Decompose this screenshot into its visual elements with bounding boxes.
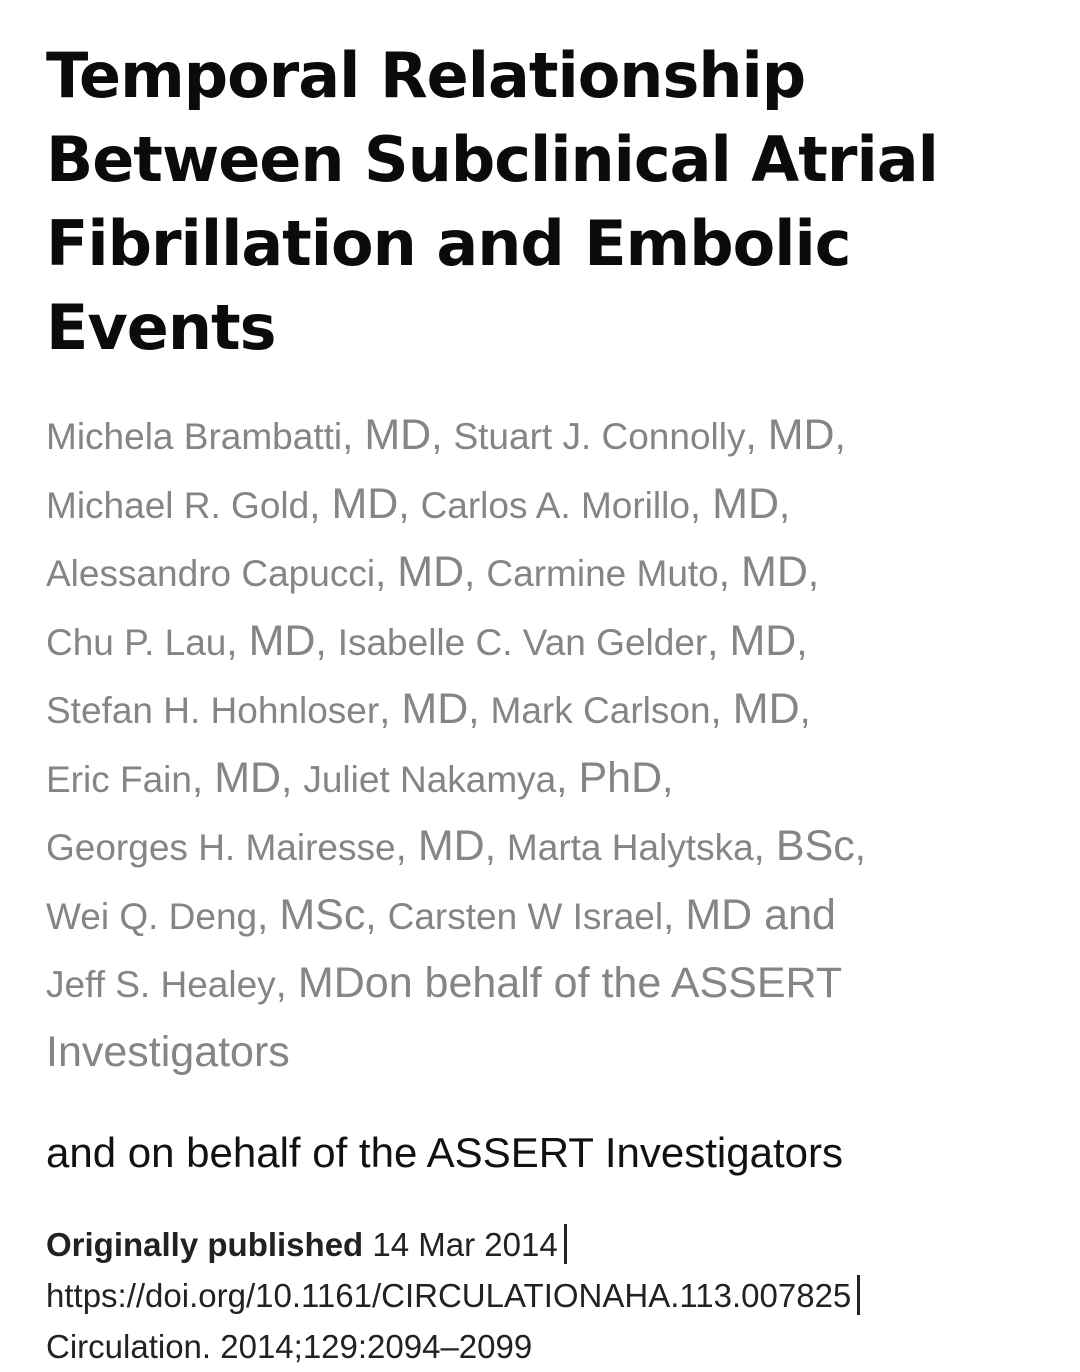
author[interactable]: Stuart J. Connolly, MD: [453, 411, 835, 459]
citation: Circulation. 2014;129:2094–2099: [46, 1328, 533, 1365]
author-separator: and: [752, 890, 836, 939]
on-behalf-note: and on behalf of the ASSERT Investigators: [46, 1129, 843, 1176]
publication-info: [46, 1219, 1006, 1372]
author-separator: ,: [834, 414, 846, 458]
author-name: Wei Q. Deng: [46, 895, 258, 937]
author-separator: ,: [468, 688, 491, 732]
author-name: Eric Fain: [46, 758, 192, 800]
author-name: Georges H. Mairesse: [46, 827, 396, 868]
author-name: Michela Brambatti: [46, 416, 343, 457]
author-name: Stefan H. Hohnloser: [46, 690, 380, 731]
author[interactable]: Georges H. Mairesse, MD: [46, 822, 485, 870]
author-name: Chu P. Lau: [46, 621, 227, 663]
author-separator: ,: [484, 825, 507, 869]
author-name: Jeff S. Healey: [46, 964, 276, 1005]
author-separator: ,: [662, 756, 674, 801]
author-degree: MD: [417, 822, 485, 870]
author[interactable]: Eric Fain, MD: [46, 753, 282, 802]
author[interactable]: Stefan H. Hohnloser, MD: [46, 685, 469, 733]
author-separator: ,: [854, 825, 866, 869]
author-degree: MD: [685, 890, 753, 939]
separator-bar: [857, 1275, 860, 1315]
author-degree: MD: [712, 479, 780, 528]
author[interactable]: Mark Carlson, MD: [490, 685, 800, 733]
author-degree: MD: [331, 479, 399, 528]
author-separator: ,: [799, 688, 811, 732]
author-name: Juliet Nakamya: [303, 758, 557, 800]
author-name: Marta Halytska: [506, 827, 754, 868]
author[interactable]: Carsten W Israel, MD: [387, 890, 753, 939]
author-degree: MD: [729, 616, 797, 665]
author-separator: ,: [796, 619, 808, 664]
authors-group-note: on behalf of the ASSERT Investigators: [46, 959, 842, 1076]
author[interactable]: Michael R. Gold, MD: [46, 479, 399, 528]
author-degree: MD: [732, 685, 800, 733]
author-list: [46, 402, 1006, 1087]
author[interactable]: Chu P. Lau, MD: [46, 616, 316, 665]
published-date: 14 Mar 2014: [372, 1226, 558, 1263]
author[interactable]: Marta Halytska, BSc: [506, 822, 855, 870]
author-degree: MD: [248, 616, 316, 665]
article-title: Temporal Relationship Between Subclinical Atrial Fibrillation and Embolic Events: [46, 39, 938, 364]
author-name: Carmine Muto: [486, 553, 719, 594]
article-header: [46, 34, 1006, 1372]
author-name: Michael R. Gold: [46, 484, 310, 526]
author-name: Stuart J. Connolly: [453, 416, 746, 457]
author-separator: ,: [365, 893, 388, 938]
author[interactable]: Alessandro Capucci, MD: [46, 548, 465, 596]
author-degree: MD: [741, 548, 808, 596]
author[interactable]: Carmine Muto, MD: [486, 548, 808, 596]
author[interactable]: Michela Brambatti, MD: [46, 411, 432, 459]
author[interactable]: Carlos A. Morillo, MD: [420, 479, 780, 528]
author-separator: ,: [398, 482, 421, 527]
author-degree: MD: [364, 411, 432, 459]
author-separator: ,: [779, 482, 791, 527]
author-degree: MSc: [279, 890, 366, 939]
author-name: Carsten W Israel: [387, 895, 664, 937]
author[interactable]: Wei Q. Deng, MSc: [46, 890, 366, 939]
author[interactable]: Jeff S. Healey, MD: [46, 959, 365, 1007]
author-separator: ,: [464, 551, 487, 595]
author-degree: MD: [214, 753, 282, 802]
author-name: Carlos A. Morillo: [420, 484, 690, 526]
separator-bar: [564, 1224, 567, 1264]
doi-link[interactable]: https://doi.org/10.1161/CIRCULATIONAHA.113.007825: [46, 1277, 852, 1314]
author[interactable]: Juliet Nakamya, PhD: [303, 753, 663, 802]
author-degree: MD: [297, 959, 365, 1007]
published-label: Originally published: [46, 1226, 364, 1263]
author-degree: MD: [767, 411, 835, 459]
author-separator: ,: [281, 756, 304, 801]
author-degree: BSc: [775, 822, 855, 870]
author-name: Isabelle C. Van Gelder: [337, 621, 708, 663]
author-name: Alessandro Capucci: [46, 553, 376, 594]
author[interactable]: Isabelle C. Van Gelder, MD: [337, 616, 797, 665]
author-separator: ,: [807, 551, 819, 595]
author-separator: ,: [315, 619, 338, 664]
author-degree: MD: [397, 548, 465, 596]
author-degree: MD: [401, 685, 469, 733]
author-separator: ,: [431, 414, 454, 458]
author-degree: PhD: [578, 753, 663, 802]
author-name: Mark Carlson: [490, 690, 711, 731]
